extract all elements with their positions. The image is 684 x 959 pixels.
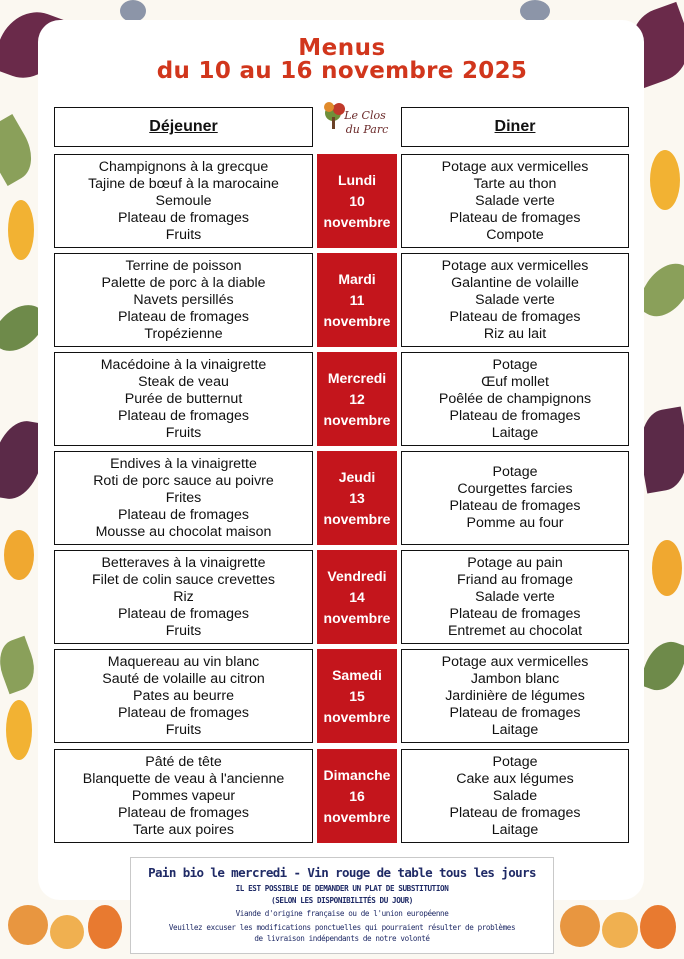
menu-title: Menus: [298, 35, 386, 61]
day-month: novembre: [323, 808, 391, 825]
svg-text:du Parc: du Parc: [345, 123, 389, 136]
dinner-cell: [401, 451, 629, 545]
dinner-dish: Potage aux vermicelles: [441, 158, 589, 175]
lunch-dish: Frites: [165, 489, 202, 506]
menu-row-vendredi: [0, 550, 684, 644]
lunch-dish: Plateau de fromages: [118, 605, 249, 622]
day-month: novembre: [323, 213, 391, 230]
day-date: 12: [349, 390, 365, 407]
dinner-cell: [401, 352, 629, 446]
lunch-dish: Blanquette de veau à l'ancienne: [82, 770, 285, 787]
lunch-dish: Pâté de tête: [145, 753, 222, 770]
day-label: [317, 550, 397, 644]
dinner-cell: [401, 749, 629, 843]
dinner-cell: [401, 253, 629, 347]
lunch-cell: [54, 749, 313, 843]
day-day: Lundi: [337, 171, 377, 188]
dinner-dish: Salade verte: [475, 192, 555, 209]
dinner-dish: Riz au lait: [483, 325, 547, 342]
lunch-cell: [54, 253, 313, 347]
dinner-dish: Plateau de fromages: [449, 704, 581, 721]
menu-date-range: du 10 au 16 novembre 2025: [156, 58, 528, 84]
day-day: Mercredi: [327, 369, 387, 386]
lunch-dish: Purée de butternut: [124, 390, 243, 407]
dinner-cell: [401, 550, 629, 644]
dinner-dish: Entremet au chocolat: [447, 622, 583, 639]
lunch-dish: Navets persillés: [133, 291, 234, 308]
lunch-dish: Plateau de fromages: [118, 704, 249, 721]
day-month: novembre: [323, 312, 391, 329]
dinner-dish: Cake aux légumes: [456, 770, 574, 787]
lunch-dish: Roti de porc sauce au poivre: [93, 472, 274, 489]
dinner-dish: Potage aux vermicelles: [441, 653, 589, 670]
lunch-dish: Tropézienne: [144, 325, 223, 342]
lunch-dish: Fruits: [165, 226, 202, 243]
day-label: [317, 649, 397, 743]
lunch-dish: Plateau de fromages: [118, 506, 249, 523]
lunch-dish: Fruits: [165, 424, 202, 441]
lunch-cell: [54, 352, 313, 446]
dinner-dish: Plateau de fromages: [449, 804, 581, 821]
dinner-dish: Laitage: [491, 821, 539, 838]
lunch-dish: Plateau de fromages: [118, 407, 249, 424]
footer-apology-line-2: de livraison indépendants de notre volonté: [254, 934, 430, 943]
dinner-dish: Potage aux vermicelles: [441, 257, 589, 274]
lunch-cell: [54, 550, 313, 644]
menu-row-mardi: [0, 253, 684, 347]
lunch-dish: Tarte aux poires: [133, 821, 234, 838]
menu-row-lundi: [0, 154, 684, 248]
lunch-dish: Terrine de poisson: [125, 257, 242, 274]
lunch-dish: Pommes vapeur: [131, 787, 236, 804]
lunch-dish: Plateau de fromages: [118, 308, 249, 325]
lunch-cell: [54, 451, 313, 545]
dinner-dish: Compote: [486, 226, 544, 243]
svg-text:Le Clos: Le Clos: [344, 109, 386, 122]
day-date: 11: [349, 291, 365, 308]
day-month: novembre: [323, 510, 391, 527]
footer-notice: [130, 857, 554, 954]
footer-line-apology: [131, 922, 553, 944]
lunch-dish: Maquereau au vin blanc: [107, 653, 260, 670]
lunch-header: Déjeuner: [54, 107, 313, 147]
clos-du-parc-logo: [318, 100, 398, 146]
day-date: 10: [349, 192, 365, 209]
dinner-dish: Potage: [492, 464, 538, 480]
day-label: [317, 253, 397, 347]
footer-line-meat-origin: Viande d'origine française ou de l'union européenne: [235, 909, 449, 918]
lunch-dish: Semoule: [155, 192, 212, 209]
dinner-dish: Poêlée de champignons: [438, 390, 592, 407]
dinner-dish: Plateau de fromages: [449, 605, 581, 622]
lunch-dish: Plateau de fromages: [118, 804, 249, 821]
footer-line-availability: (SELON LES DISPONIBILITÉS DU JOUR): [271, 896, 413, 905]
dinner-dish: Jardinière de légumes: [445, 687, 585, 704]
dinner-dish: Œuf mollet: [481, 373, 549, 390]
dinner-dish: Salade verte: [475, 588, 555, 605]
menu-row-dimanche: [0, 749, 684, 843]
dinner-dish: Potage: [492, 356, 538, 373]
menu-row-jeudi: [0, 451, 684, 545]
day-day: Samedi: [332, 666, 382, 683]
dinner-dish: Salade verte: [475, 291, 555, 308]
day-month: novembre: [323, 708, 391, 725]
dinner-cell: [401, 154, 629, 248]
dinner-dish: Galantine de volaille: [451, 274, 579, 291]
lunch-cell: [54, 154, 313, 248]
lunch-dish: Pates au beurre: [133, 687, 234, 704]
day-label: [317, 154, 397, 248]
day-date: 14: [349, 588, 365, 605]
lunch-dish: Endives à la vinaigrette: [110, 455, 257, 472]
lunch-cell: [54, 649, 313, 743]
lunch-dish: Fruits: [165, 622, 202, 639]
day-label: [317, 451, 397, 545]
lunch-dish: Fruits: [165, 721, 202, 738]
dinner-dish: Laitage: [491, 424, 539, 441]
lunch-dish: Betteraves à la vinaigrette: [101, 554, 266, 571]
dinner-dish: Potage au pain: [467, 554, 563, 571]
dinner-dish: Pomme au four: [466, 515, 564, 531]
day-day: Mardi: [338, 270, 376, 287]
day-month: novembre: [323, 411, 391, 428]
dinner-dish: Plateau de fromages: [449, 407, 581, 424]
lunch-dish: Champignons à la grecque: [98, 158, 269, 175]
footer-line-bread-wine: Pain bio le mercredi - Vin rouge de table tous les jours: [148, 865, 536, 880]
dinner-dish: Laitage: [491, 721, 539, 738]
lunch-dish: Palette de porc à la diable: [101, 274, 266, 291]
lunch-dish: Riz: [173, 588, 194, 605]
dinner-dish: Plateau de fromages: [449, 498, 581, 514]
dinner-dish: Plateau de fromages: [449, 308, 581, 325]
lunch-dish: Steak de veau: [138, 373, 229, 390]
footer-apology-line-1: Veuillez excuser les modifications ponctuelles qui pourraient résulter de problèmes: [168, 923, 516, 932]
lunch-dish: Sauté de volaille au citron: [102, 670, 265, 687]
dinner-dish: Salade: [492, 787, 538, 804]
footer-line-substitution: IL EST POSSIBLE DE DEMANDER UN PLAT DE SUBSTITUTION: [235, 884, 449, 893]
dinner-dish: Friand au fromage: [457, 571, 573, 588]
lunch-dish: Macédoine à la vinaigrette: [100, 356, 267, 373]
lunch-dish: Filet de colin sauce crevettes: [92, 571, 275, 588]
dinner-dish: Tarte au thon: [473, 175, 557, 192]
day-date: 16: [349, 787, 365, 804]
day-day: Dimanche: [323, 766, 391, 783]
dinner-cell: [401, 649, 629, 743]
day-day: Vendredi: [327, 567, 387, 584]
day-label: [317, 352, 397, 446]
day-date: 15: [349, 687, 365, 704]
dinner-header: Diner: [401, 107, 629, 147]
dinner-dish: Jambon blanc: [470, 670, 560, 687]
menu-row-mercredi: [0, 352, 684, 446]
day-day: Jeudi: [338, 468, 376, 485]
lunch-dish: Plateau de fromages: [118, 209, 249, 226]
day-label: [317, 749, 397, 843]
dinner-dish: Plateau de fromages: [449, 209, 581, 226]
day-date: 13: [349, 489, 365, 506]
lunch-dish: Tajine de bœuf à la marocaine: [88, 175, 279, 192]
lunch-dish: Mousse au chocolat maison: [95, 523, 272, 540]
dinner-dish: Courgettes farcies: [457, 481, 573, 497]
dinner-dish: Potage: [492, 753, 538, 770]
menu-row-samedi: [0, 649, 684, 743]
day-month: novembre: [323, 609, 391, 626]
